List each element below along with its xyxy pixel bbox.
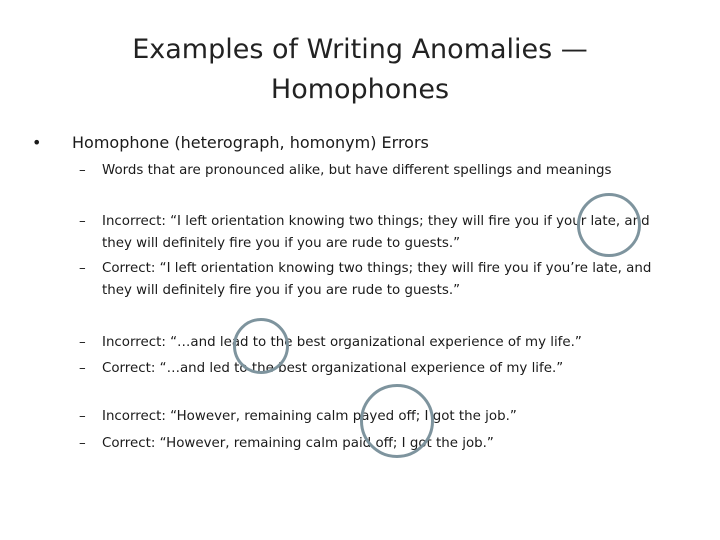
dash-marker: – bbox=[79, 436, 86, 451]
slide-title-line-1: Examples of Writing Anomalies — bbox=[132, 34, 588, 65]
slide-title bbox=[60, 30, 660, 110]
sub-item-text: Words that are pronounced alike, but have different spellings and meanings bbox=[102, 163, 612, 178]
highlight-circle-your bbox=[577, 193, 641, 257]
sub-item-text: Incorrect: “…and lead to the best organizational experience of my life.” bbox=[102, 335, 582, 350]
dash-marker: – bbox=[79, 214, 86, 229]
sub-item-text: Incorrect: “I left orientation knowing two things; they will fire you if your late, and they will definitely fire you if you are rude to guests.” bbox=[102, 214, 650, 251]
dash-marker: – bbox=[79, 261, 86, 276]
sub-item-text: Incorrect: “However, remaining calm payed off; I got the job.” bbox=[102, 409, 517, 424]
highlight-circle-payed bbox=[360, 384, 434, 458]
highlight-circle-lead bbox=[233, 318, 289, 374]
sub-item-text: Correct: “However, remaining calm paid off; I got the job.” bbox=[102, 436, 494, 451]
slide-title-line-2: Homophones bbox=[270, 74, 450, 105]
sub-item-text: Correct: “…and led to the best organizational experience of my life.” bbox=[102, 361, 564, 376]
dash-marker: – bbox=[79, 361, 86, 376]
bullet-text: Homophone (heterograph, homonym) Errors bbox=[72, 133, 429, 152]
bullet-marker: • bbox=[32, 133, 42, 152]
dash-marker: – bbox=[79, 163, 86, 178]
dash-marker: – bbox=[79, 335, 86, 350]
dash-marker: – bbox=[79, 409, 86, 424]
sub-item-text: Correct: “I left orientation knowing two things; they will fire you if you’re late, and they will definitely fire you if you are rude to guests.” bbox=[102, 261, 652, 298]
